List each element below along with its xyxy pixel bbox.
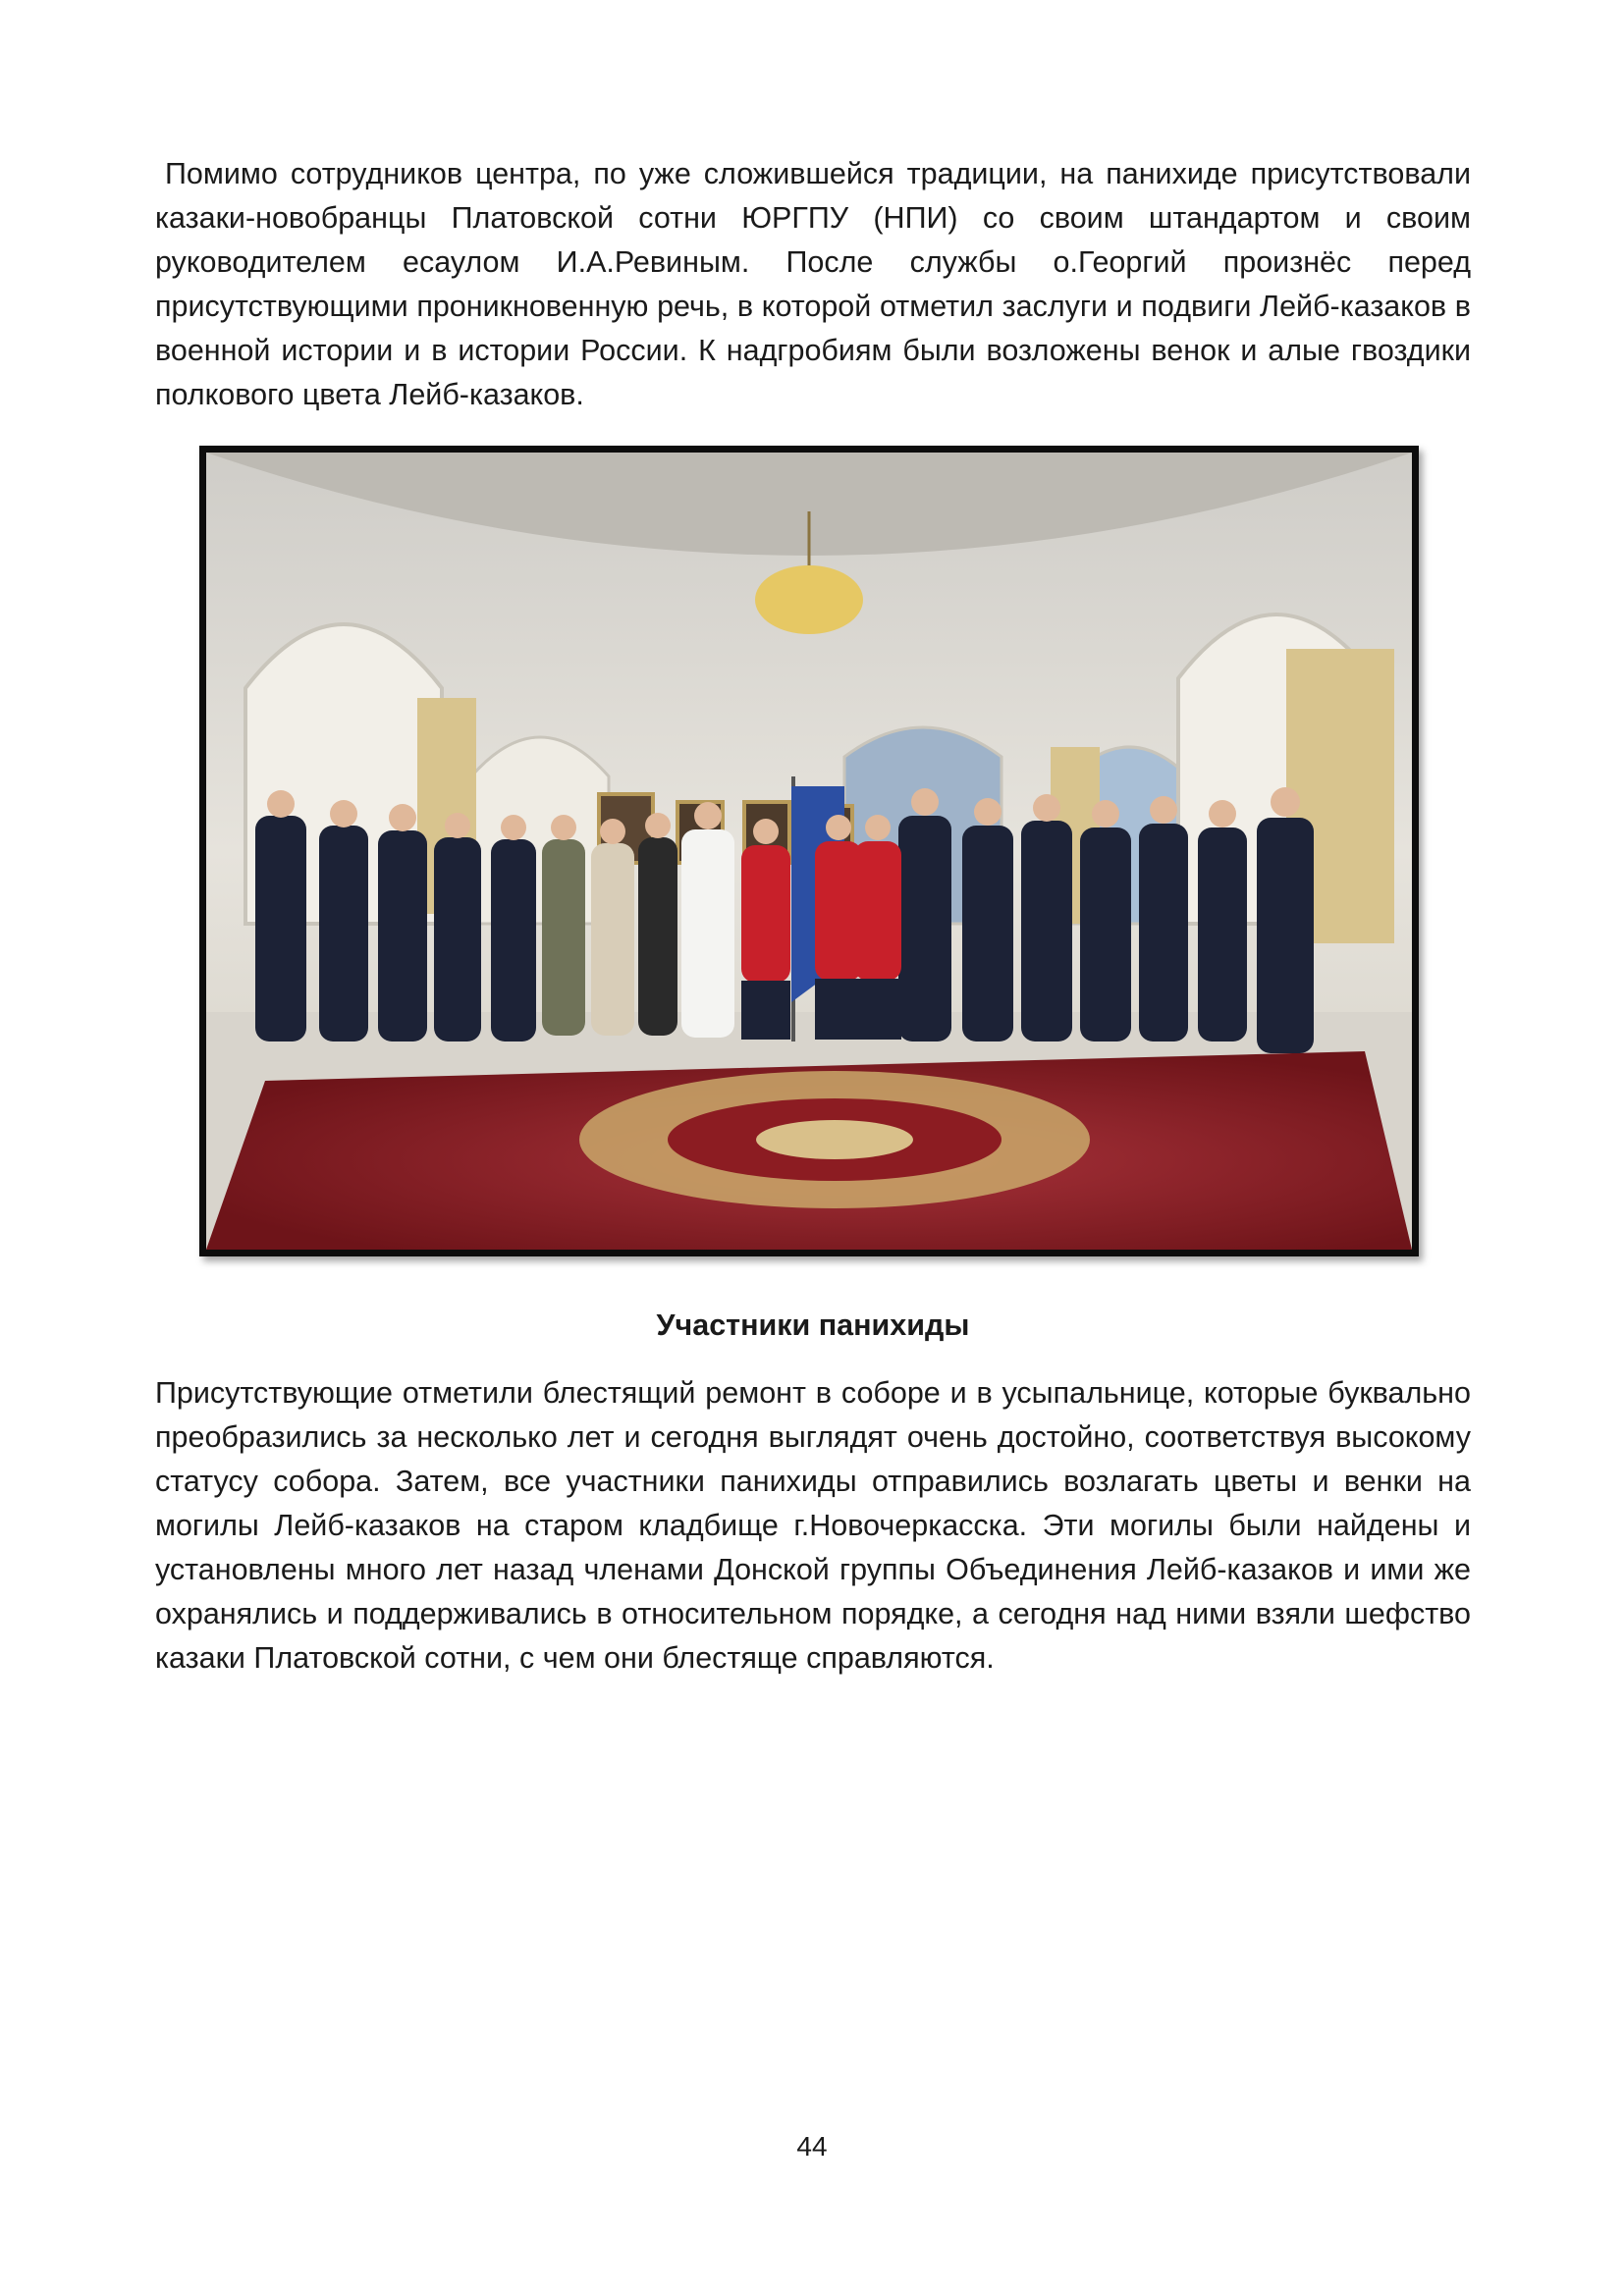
- group-photo: [199, 446, 1419, 1256]
- group-photo-illustration: [206, 453, 1412, 1250]
- paragraph-1: Помимо сотрудников центра, по уже сложившейся традиции, на панихиде присутствовали казаки-новобранцы Платовской сотни ЮРГПУ (НПИ) со своим штандартом и своим руководителем есаулом И.А.Ревиным. После службы о.Георгий произнёс перед присутствующими проникновенную речь, в которой отметил заслуги и подвиги Лейб-казаков в военной истории и в истории России. К надгробиям были возложены венок и алые гвоздики полкового цвета Лейб-казаков.: [155, 157, 1471, 411]
- photo-caption: Участники панихиды: [656, 1308, 970, 1342]
- paragraph-2: Присутствующие отметили блестящий ремонт в соборе и в усыпальнице, которые буквально преобразились за несколько лет и сегодня выглядят очень достойно, соответствуя высокому статусу собора. Затем, все участники панихиды отправились возлагать цветы и венки на могилы Лейб-казаков на старом кладбище г.Новочеркасска. Эти могилы были найдены и установлены много лет назад членами Донской группы Объединения Лейб-казаков и ими же охранялись и поддерживались в относительном порядке, а сегодня над ними взяли шефство казаки Платовской сотни, с чем они блестяще справляются.: [155, 1376, 1471, 1675]
- page-number: 44: [796, 2131, 828, 2162]
